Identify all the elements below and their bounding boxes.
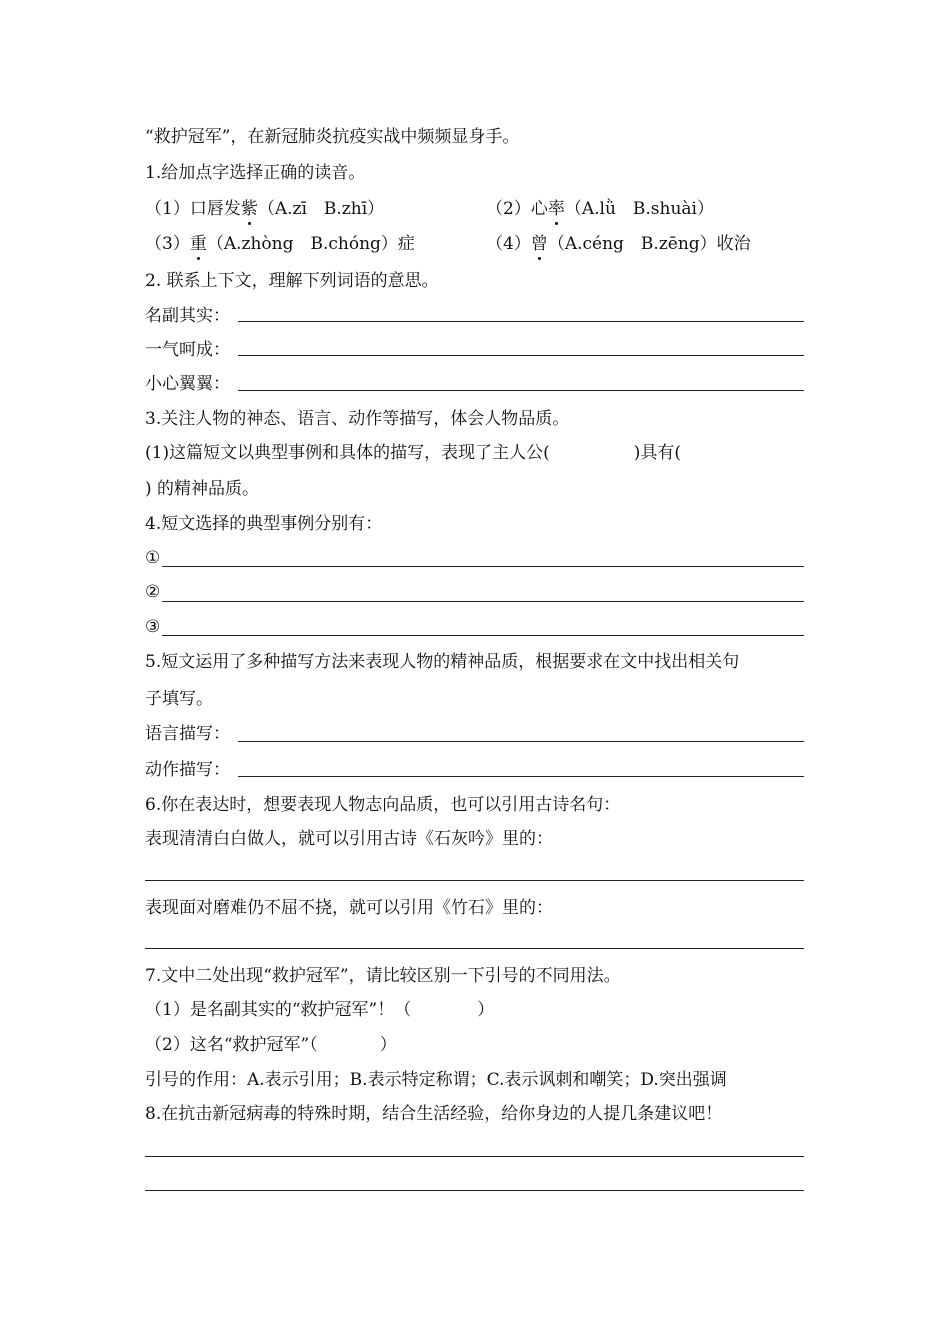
- answer-line[interactable]: [145, 1190, 804, 1191]
- dotted-char: 紫: [240, 199, 258, 219]
- q4-marker-2: ②: [145, 582, 161, 602]
- q5-label-action: 动作描写：: [145, 760, 230, 780]
- q1-item-4: （4）曾（A.céng B.zēng）收治: [486, 234, 751, 254]
- q2-title: 2. 联系上下文，理解下列词语的意思。: [145, 271, 439, 291]
- q7-item-2: （2）这名“救护冠军”（ ）: [145, 1035, 397, 1055]
- answer-line[interactable]: [238, 741, 804, 742]
- q5-label-speech: 语言描写：: [145, 724, 230, 744]
- q6-prompt-1: 表现清清白白做人，就可以引用古诗《石灰吟》里的：: [145, 829, 553, 849]
- answer-line[interactable]: [238, 776, 804, 777]
- answer-line[interactable]: [238, 355, 804, 356]
- q8-title: 8.在抗击新冠病毒的特殊时期，结合生活经验，给你身边的人提几条建议吧！: [145, 1104, 723, 1124]
- q5-title-line-2: 子填写。: [145, 689, 213, 709]
- dotted-char: 重: [189, 234, 207, 254]
- answer-line[interactable]: [238, 390, 804, 391]
- q2-word-3: 小心翼翼：: [145, 374, 230, 394]
- q7-title: 7.文中二处出现“救护冠军”，请比较区别一下引号的不同用法。: [145, 966, 621, 986]
- answer-line[interactable]: [238, 321, 804, 322]
- q1-item-1: （1）口唇发紫（A.zī B.zhī）: [145, 199, 385, 219]
- answer-line[interactable]: [145, 1156, 804, 1157]
- q2-word-1: 名副其实：: [145, 306, 230, 326]
- q3-line-1: (1)这篇短文以典型事例和具体的描写，表现了主人公( )具有(: [145, 443, 681, 463]
- answer-line[interactable]: [162, 635, 804, 636]
- q4-title: 4.短文选择的典型事例分别有：: [145, 514, 383, 534]
- q5-title-line-1: 5.短文运用了多种描写方法来表现人物的精神品质，根据要求在文中找出相关句: [145, 652, 740, 672]
- q3-line-2: ) 的精神品质。: [145, 479, 260, 499]
- answer-line[interactable]: [145, 880, 804, 881]
- q1-item-2: （2）心率（A.lǜ B.shuài）: [486, 199, 714, 219]
- q3-title: 3.关注人物的神态、语言、动作等描写，体会人物品质。: [145, 409, 570, 429]
- intro-text: “救护冠军”，在新冠肺炎抗疫实战中频频显身手。: [145, 127, 520, 147]
- q7-options: 引号的作用：A.表示引用；B.表示特定称谓；C.表示讽刺和嘲笑；D.突出强调: [145, 1070, 727, 1090]
- dotted-char: 率: [547, 199, 565, 219]
- answer-line[interactable]: [162, 601, 804, 602]
- answer-line[interactable]: [145, 948, 804, 949]
- answer-line[interactable]: [162, 566, 804, 567]
- dotted-char: 曾: [530, 234, 548, 254]
- q1-item-3: （3）重（A.zhòng B.chóng）症: [145, 234, 415, 254]
- q7-item-1: （1）是名副其实的“救护冠军”！（ ）: [145, 1000, 495, 1020]
- q1-title: 1.给加点字选择正确的读音。: [145, 163, 366, 183]
- q2-word-2: 一气呵成：: [145, 340, 230, 360]
- q4-marker-3: ③: [145, 617, 161, 637]
- q6-title: 6.你在表达时，想要表现人物志向品质，也可以引用古诗名句：: [145, 795, 621, 815]
- q6-prompt-2: 表现面对磨难仍不屈不挠，就可以引用《竹石》里的：: [145, 898, 553, 918]
- q4-marker-1: ①: [145, 548, 161, 568]
